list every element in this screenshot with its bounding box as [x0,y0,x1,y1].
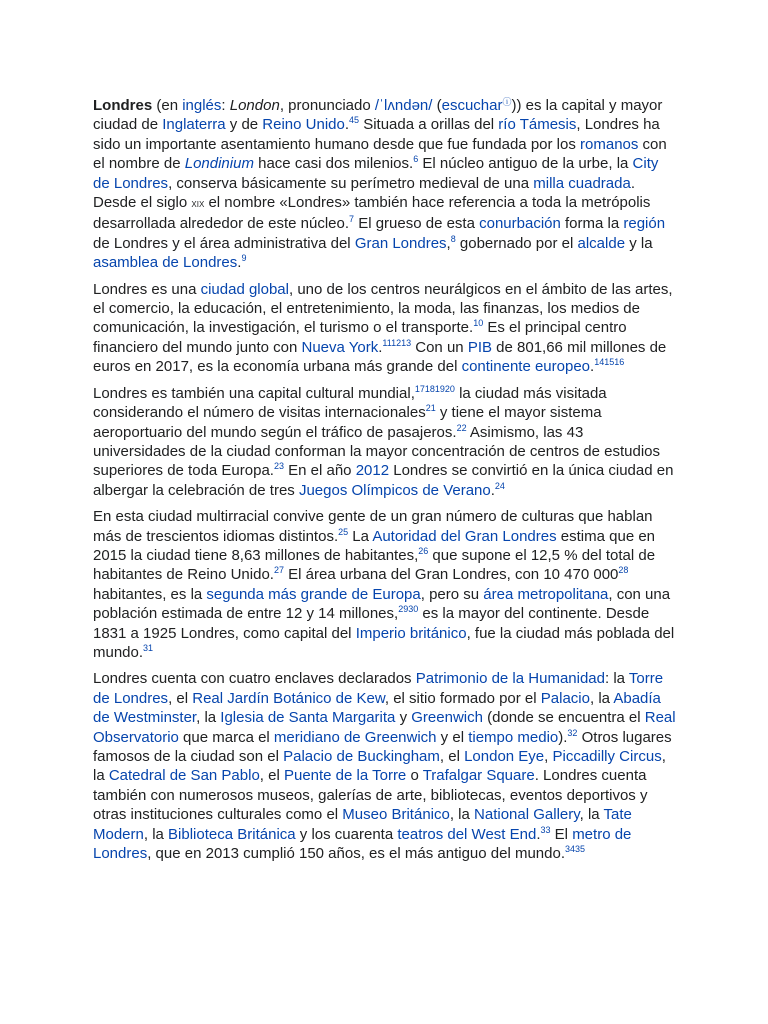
text-run: La [348,527,373,545]
link-museo-britanico[interactable]: Museo Británico [342,806,450,824]
link-2012[interactable]: 2012 [355,462,390,480]
citation-link[interactable]: 27 [273,565,284,576]
text-run: que supone el 12,5 % del total de habitantes de Reino Unido. [93,546,656,584]
text-run: . [378,338,383,356]
text-run: Situada a orillas del [359,116,499,134]
text-run: El núcleo antiguo de la urbe, la [418,155,633,173]
citation-superscript [415,384,455,394]
paragraph-population [93,507,678,662]
citation-link[interactable]: 10 [473,318,484,329]
text-run: , fue la ciudad más poblada del mundo. [93,624,675,661]
text-run: ). [558,728,568,746]
citation-link[interactable]: 32 [567,727,578,738]
text-run: Londres es también una capital cultural mundial, [93,384,415,402]
link-escuchar[interactable]: escuchar [441,97,503,114]
citation-link[interactable]: 17181920 [414,383,455,394]
citation-link[interactable]: 7 [349,214,355,225]
link-trafalgar-square[interactable]: Trafalgar Square [422,767,535,785]
link-iglesia-de-santa-margarita[interactable]: Iglesia de Santa Margarita [220,709,396,727]
text-run: , que en 2013 cumplió 150 años, es el más antiguo del mundo. [147,845,565,863]
text-run: En el año [283,462,356,480]
citation-link[interactable]: 8 [450,233,456,244]
text-run: El [550,825,573,843]
link-inglaterra[interactable]: Inglaterra [162,116,226,134]
text-run: . Desde el siglo [93,174,635,212]
text-run: : la [605,670,629,688]
link-l-nd-n[interactable]: /ˈlʌndən/ [374,97,433,114]
text-run: y la [625,234,653,252]
text-run: En esta ciudad multirracial convive gente de un gran número de culturas que hablan más de trescientos idiomas distintos. [93,508,653,545]
link-palacio[interactable]: Palacio [540,689,590,707]
text-run: , con una población estimada de entre 12 y 14 millones, [93,585,671,623]
text-run: o [406,767,423,785]
text-run: , la [589,689,614,707]
text-run: )) es la capital y mayor ciudad de [93,97,663,134]
link-meridiano-de-greenwich[interactable]: meridiano de Greenwich [273,728,437,746]
citation-superscript [618,565,628,575]
link-nueva-york[interactable]: Nueva York [301,338,379,356]
text-run: Con un [411,338,468,356]
citation-link[interactable]: 2930 [398,604,419,615]
link-puente-de-la-torre[interactable]: Puente de la Torre [283,767,407,785]
text-run: Otros lugares famosos de la ciudad son el [93,728,672,765]
text-run: y los cuarenta [295,825,398,843]
citation-link[interactable]: 22 [456,422,467,433]
text-run: , el [439,748,465,765]
article-title-term: Londres [93,97,153,114]
link-torre-de-londres[interactable]: Torre de Londres [93,670,664,707]
link-city-de-londres[interactable]: City de Londres [93,155,659,192]
link-gran-londres[interactable]: Gran Londres [354,234,447,252]
text-run: Asimismo, las 43 universidades de la ciudad conforman la mayor concentración de centros de estudios superiores de toda Europa. [93,423,660,480]
italic-term: London [229,97,280,114]
citation-superscript [241,253,246,263]
citation-link[interactable]: 31 [143,642,154,653]
text-run: y tiene el mayor sistema aeroportuario del mundo según el tráfico de pasajeros. [93,404,602,441]
citation-superscript [426,403,436,413]
link-romanos[interactable]: romanos [580,135,639,153]
text-run: , Londres ha sido un importante asentamiento humano desde que fue fundada por los [93,116,660,153]
text-run: Londres cuenta con cuatro enclaves declarados [93,670,416,688]
citation-superscript [495,481,505,491]
link-piccadilly-circus[interactable]: Piccadilly Circus [552,748,662,765]
audio-info-icon[interactable]: ⓘ [502,97,512,107]
text-run: . [490,481,495,499]
article-body [93,93,678,870]
paragraph-global-city [93,280,678,377]
link-segunda-mas-grande-de-europa[interactable]: segunda más grande de Europa [206,585,421,603]
link-national-gallery[interactable]: National Gallery [474,806,580,824]
text-run: estima que en 2015 la ciudad tiene 8,63 millones de habitantes, [93,527,656,564]
citation-link[interactable]: 24 [494,480,505,491]
text-run: , pero su [420,585,484,603]
text-run: es la mayor del continente. Desde 1831 a 1925 Londres, como capital del [93,605,650,642]
citation-superscript [382,338,411,348]
citation-superscript [473,318,483,328]
citation-link[interactable]: 23 [273,461,284,472]
link-autoridad-del-gran-londres[interactable]: Autoridad del Gran Londres [372,527,557,545]
link-region[interactable]: región [623,215,666,233]
text-run: forma la [560,215,624,233]
link-ingles[interactable]: inglés [182,97,222,114]
text-run: Londres es una [93,280,201,298]
paragraph-intro [93,93,678,273]
text-run: El grueso de esta [354,215,480,233]
text-run: hace casi dos milenios. [253,155,414,173]
text-run: y el [436,728,469,746]
citation-superscript [398,604,418,614]
text-run: , pronunciado [279,97,375,114]
citation-link[interactable]: 25 [338,526,349,537]
citation-link[interactable]: 141516 [594,357,625,368]
link-milla-cuadrada[interactable]: milla cuadrada [533,174,631,192]
link-london-eye[interactable]: London Eye [464,748,545,765]
text-run: habitantes, es la [93,585,207,603]
link-londinium[interactable]: Londinium [184,155,254,173]
text-run: . [590,358,595,376]
link-rio-tamesis[interactable]: río Támesis [498,116,577,134]
text-run: , la [93,748,666,785]
text-run: , la [579,806,604,824]
citation-link[interactable]: 21 [425,403,436,414]
text-run: , el [259,767,284,785]
link-ciudad-global[interactable]: ciudad global [200,280,289,298]
citation-superscript [418,546,428,556]
link-pib[interactable]: PIB [467,338,492,356]
citation-superscript [540,825,550,835]
citation-link[interactable]: 45 [349,115,360,126]
text-run: , la [143,825,169,843]
link-alcalde[interactable]: alcalde [577,234,626,252]
link-asamblea-de-londres[interactable]: asamblea de Londres [93,254,238,272]
link-reino-unido[interactable]: Reino Unido [262,116,345,134]
link-tiempo-medio[interactable]: tiempo medio [468,728,559,746]
text-run: El área urbana del Gran Londres, con 10 470 000 [283,566,619,584]
citation-superscript [594,357,624,367]
text-run: con el nombre de [93,135,667,173]
citation-link[interactable]: 3435 [565,844,586,855]
link-metro-de-londres[interactable]: metro de Londres [93,825,632,863]
text-run: Es el principal centro financiero del mundo junto con [93,319,627,356]
text-run: : [221,97,230,114]
text-run: (donde se encuentra el [482,709,645,727]
citation-superscript [143,643,153,653]
text-run: . [344,116,350,134]
text-run: , la [449,806,475,824]
text-run: , [544,748,553,765]
text-run: . Londres cuenta también con numerosos museos, galerías de arte, bibliotecas, eventos deportivos y otras instituciones culturales como el [93,767,648,824]
citation-link[interactable]: 6 [413,154,419,165]
text-run: de 801,66 mil millones de euros en 2017, es la economía urbana más grande del [93,338,667,376]
link-patrimonio-de-la-humanidad[interactable]: Patrimonio de la Humanidad [415,670,605,688]
link-area-metropolitana[interactable]: área metropolitana [483,585,609,603]
text-run: el nombre «Londres» también hace referencia a toda la metrópolis desarrollada alrededor de este núcleo. [93,194,651,233]
citation-superscript [567,728,577,738]
text-run: , el [168,689,193,707]
citation-superscript [274,461,284,471]
text-run: gobernado por el [455,234,578,252]
text-run: de Londres y el área administrativa del [93,234,355,252]
paragraph-landmarks [93,669,678,863]
text-run: ( [432,97,442,114]
text-run: y de [225,116,263,134]
text-run: . [536,825,541,843]
text-run: la ciudad más visitada considerando el número de visitas internacionales [93,384,607,422]
text-run: Londres se convirtió en la única ciudad en albergar la celebración de tres [93,462,674,499]
link-catedral-de-san-pablo[interactable]: Catedral de San Pablo [108,767,260,785]
citation-link[interactable]: 26 [418,545,429,556]
text-run: , conserva básicamente su perímetro medieval de una [168,174,534,192]
link-real-jardin-botanico-de-kew[interactable]: Real Jardín Botánico de Kew [192,689,385,707]
citation-link[interactable]: 111213 [382,337,412,348]
text-run: (en [152,97,183,114]
text-run: , [446,234,451,252]
link-biblioteca-britanica[interactable]: Biblioteca Británica [168,825,296,843]
text-run: , el sitio formado por el [384,689,541,707]
text-run: que marca el [178,728,274,746]
text-run: , uno de los centros neurálgicos en el ámbito de las artes, el comercio, la educación, el entretenimiento, la moda, las finanzas, los medios de comunicación, la investigación, el turismo o el transporte. [93,280,673,337]
citation-link[interactable]: 28 [618,565,629,576]
link-teatros-del-west-end[interactable]: teatros del West End [397,825,537,843]
paragraph-culture [93,384,678,500]
link-palacio-de-buckingham[interactable]: Palacio de Buckingham [283,748,440,765]
link-imperio-britanico[interactable]: Imperio británico [355,624,467,642]
link-juegos-olimpicos-de-verano[interactable]: Juegos Olímpicos de Verano [298,481,491,499]
link-tate-modern[interactable]: Tate Modern [93,806,632,843]
citation-superscript [349,115,359,125]
citation-superscript [565,844,585,854]
citation-superscript [457,423,467,433]
link-conurbacion[interactable]: conurbación [479,215,561,233]
link-continente-europeo[interactable]: continente europeo [461,358,591,376]
text-run: y [395,709,412,727]
link-abadia-de-westminster[interactable]: Abadía de Westminster [93,689,661,727]
citation-superscript [338,527,348,537]
text-run: . [237,254,242,272]
roman-numeral-century: xix [191,198,205,211]
link-real-observatorio[interactable]: Real Observatorio [93,709,676,746]
citation-link[interactable]: 9 [241,253,247,264]
link-greenwich[interactable]: Greenwich [411,709,483,727]
citation-link[interactable]: 33 [540,824,551,835]
citation-superscript [274,565,284,575]
text-run: , la [196,709,221,727]
